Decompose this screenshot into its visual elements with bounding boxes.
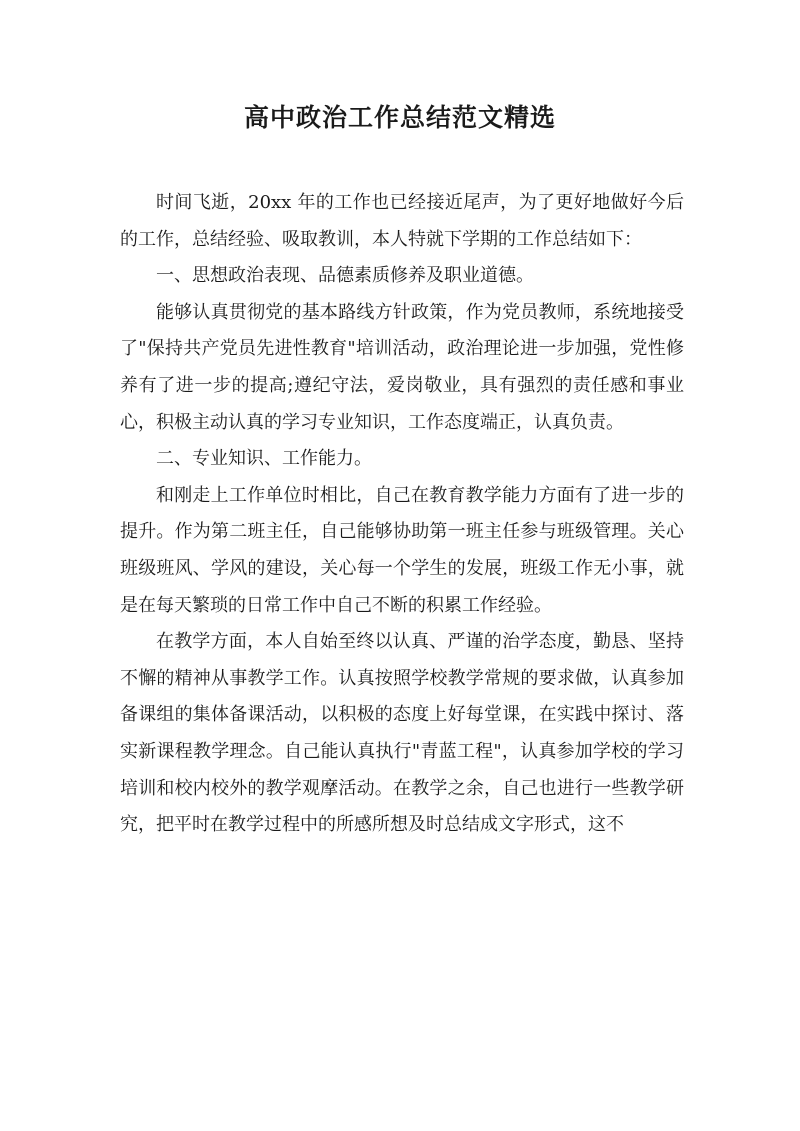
paragraph-politics: 能够认真贯彻党的基本路线方针政策，作为党员教师，系统地接受了"保持共产党员先进性教育"培训活动，政治理论进一步加强，党性修养有了进一步的提高;遵纪守法，爱岗敬业，具有强烈的责任感和事业心，积极主动认真的学习专业知识，工作态度端正，认真负责。 [120,301,684,433]
document-body [120,185,684,844]
section-heading-1: 一、思想政治表现、品德素质修养及职业道德。 [156,265,534,287]
paragraph-teaching: 在教学方面，本人自始至终以认真、严谨的治学态度，勤恳、坚持不懈的精神从事教学工作。认真按照学校教学常规的要求做，认真参加备课组的集体备课活动，以积极的态度上好每堂课，在实践中探讨、落实新课程教学理念。自己能认真执行"青蓝工程"，认真参加学校的学习培训和校内校外的教学观摩活动。在教学之余，自己也进行一些教学研究，把平时在教学过程中的所感所想及时总结成文字形式，这不 [120,631,684,836]
paragraph-intro: 时间飞逝，20xx 年的工作也已经接近尾声，为了更好地做好今后的工作，总结经验、吸取教训，本人特就下学期的工作总结如下： [120,192,684,250]
section-heading-2: 二、专业知识、工作能力。 [156,448,372,470]
document-title: 高中政治工作总结范文精选 [243,103,556,132]
paragraph-work-ability: 和刚走上工作单位时相比，自己在教育教学能力方面有了进一步的提升。作为第二班主任，自己能够协助第一班主任参与班级管理。关心班级班风、学风的建设，关心每一个学生的发展，班级工作无小事，就是在每天繁琐的日常工作中自己不断的积累工作经验。 [120,484,684,616]
